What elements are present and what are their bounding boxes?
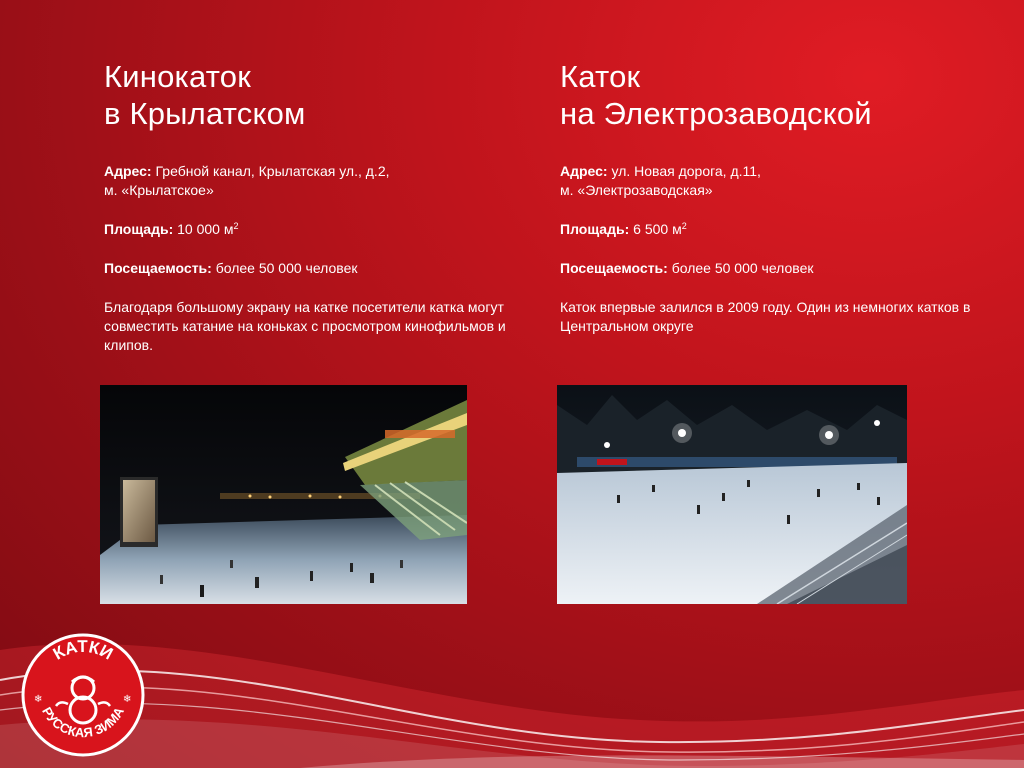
attendance-value: более 50 000 человек bbox=[211, 260, 358, 276]
area-value: 10 000 м bbox=[173, 221, 234, 237]
attendance-label: Посещаемость: bbox=[104, 260, 212, 276]
rink-title bbox=[104, 58, 524, 132]
photo-krylatskoye-image bbox=[100, 385, 467, 604]
rink-title-line2: в Крылатском bbox=[104, 96, 306, 131]
area-value: 6 500 м bbox=[629, 221, 682, 237]
rink-title-line1: Кинокаток bbox=[104, 59, 251, 94]
rink-info bbox=[560, 162, 980, 336]
photo-elektrozavodskaya-image bbox=[557, 385, 907, 604]
rink-info bbox=[104, 162, 524, 355]
logo-text-bottom: РУССКАЯ ЗИМА bbox=[39, 704, 127, 741]
description: Каток впервые залился в 2009 году. Один из немногих катков в Центральном округе bbox=[560, 299, 971, 334]
address-line2: м. «Крылатское» bbox=[104, 182, 214, 198]
rink-title-line2: на Электрозаводской bbox=[560, 96, 872, 131]
snowflake-icon: ❄ bbox=[34, 694, 43, 705]
attendance bbox=[104, 259, 524, 278]
logo-text-top: КАТКИ bbox=[49, 636, 116, 664]
address-label: Адрес: bbox=[104, 163, 152, 179]
address-label: Адрес: bbox=[560, 163, 608, 179]
rink-krylatskoye bbox=[104, 58, 524, 375]
photo-elektrozavodskaya-rink bbox=[557, 385, 907, 604]
area-label: Площадь: bbox=[560, 221, 630, 237]
area bbox=[104, 220, 524, 239]
snowflake-icon: ❄ bbox=[123, 694, 132, 705]
rink-title-line1: Каток bbox=[560, 59, 641, 94]
description: Благодаря большому экрану на катке посетители катка могут совместить катание на коньках с просмотром кинофильмов и клипов. bbox=[104, 299, 506, 353]
rink-title bbox=[560, 58, 980, 132]
attendance-value: более 50 000 человек bbox=[667, 260, 814, 276]
attendance-label: Посещаемость: bbox=[560, 260, 668, 276]
katki-russkaya-zima-logo bbox=[20, 632, 146, 758]
address-line1: Гребной канал, Крылатская ул., д.2, bbox=[151, 163, 390, 179]
address-line2: м. «Электрозаводская» bbox=[560, 182, 713, 198]
attendance bbox=[560, 259, 980, 278]
area-unit-sup: 2 bbox=[681, 221, 687, 231]
area bbox=[560, 220, 980, 239]
address bbox=[560, 162, 980, 200]
decorative-waves bbox=[0, 610, 1024, 768]
rink-elektrozavodskaya bbox=[560, 58, 980, 356]
area-unit-sup: 2 bbox=[233, 221, 239, 231]
area-label: Площадь: bbox=[104, 221, 174, 237]
photo-krylatskoye-rink bbox=[100, 385, 467, 604]
address bbox=[104, 162, 524, 200]
address-line1: ул. Новая дорога, д.11, bbox=[607, 163, 761, 179]
